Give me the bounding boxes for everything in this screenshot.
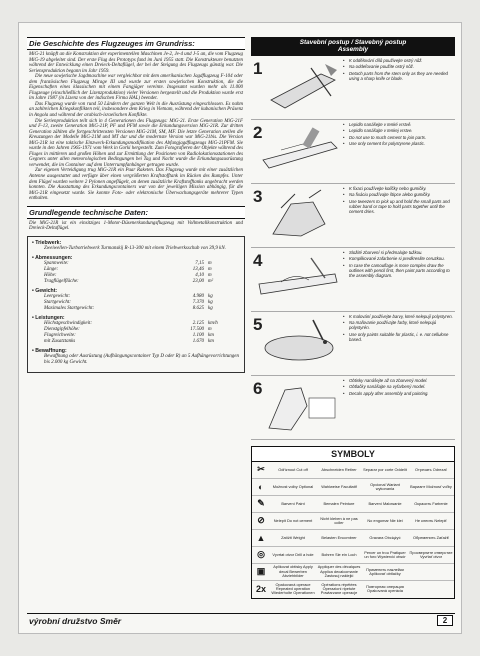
- spec-title: • Leistungen:: [32, 314, 65, 321]
- step-drawing: [251, 248, 343, 310]
- step-note-text: In case the camouflage is more complex draw the outlines with pencil first, then paint parts according to the assembly diagram.: [349, 262, 450, 278]
- symbol-label: Vyvrtat otvor Drill a hole: [272, 551, 314, 557]
- symbol-label: Odříznout Cut off: [278, 466, 308, 472]
- step-number: 6: [253, 378, 263, 398]
- bullet-icon: •: [343, 256, 345, 262]
- symbol-label: Bohren Sie ein Loch: [321, 551, 357, 557]
- symbol-label: Barvení Malowanie: [368, 500, 402, 506]
- step-note-text: K fixaci používejte kolíčky nebo gumičky.: [349, 185, 427, 191]
- symbols-table: [251, 446, 455, 599]
- assembly-heading-line1: Stavební postup / Stavebný postup: [299, 39, 407, 46]
- spec-row: [32, 306, 240, 312]
- step-number: 1: [253, 58, 263, 78]
- symbol-label: Aplikovat obtisky Apply decal Bewerben Abziehbilder: [273, 564, 313, 578]
- assembly-steps: [251, 56, 455, 440]
- symbol-row: [252, 530, 454, 547]
- step-note-text: Na oddeľovanie použite ostrý nôž.: [349, 64, 414, 70]
- symbol-label: Nicht kleben à ne pas coller: [320, 515, 358, 525]
- step-number: 5: [253, 314, 263, 334]
- spec-title: • Gewicht:: [32, 287, 58, 294]
- technical-heading: Grundlegende technische Daten:: [27, 206, 245, 219]
- symbol-label: Barvení Paint: [281, 500, 305, 506]
- step-note: [343, 199, 455, 214]
- symbol-label: Применить наклейки Aplikovať obtlačky: [366, 566, 404, 576]
- step-notes: [343, 56, 455, 119]
- decal-icon: ▣: [256, 566, 266, 577]
- technical-paragraph: Die MiG-21R ist ein einsitziges 1-Motor-Düsenerkundungsflugzeug mit Vollmetallkonstruktion und Dreieck-Deltaflügel.: [29, 220, 243, 232]
- history-paragraph: Die neue sowjetische Jagdmaschine war vergleichbar mit dem amerikanischen Jagdflugzeug F-104 oder dem französischen Flugzeug Mirage III und wurde zur ersten sowjetischen Konstruktion, die die Eigenschaften eines klassischen mit einem Fangjäger vereinte. Insgesamt wurden mehr als 11.000 Flugzeuge (einschließlich der Lizenzproduktion) vieler Versionen hergestellt und die Produktion wurde erst im Jahre 1987 (in Lizenz von der indischen Firma HAL) beendet.: [29, 74, 243, 102]
- symbol-label: Opcional Wariant wykonania: [370, 481, 400, 491]
- symbol-translations: [270, 462, 454, 478]
- symbol-label: [408, 571, 454, 573]
- symbol-label: Bemalen Peinture: [323, 500, 355, 506]
- bullet-icon: •: [343, 390, 345, 396]
- step-number: 3: [253, 186, 263, 206]
- symbol-row: [252, 513, 454, 530]
- step-note-text: Detach parts from the stem only as they are needed using a sharp knife or blade.: [349, 70, 448, 81]
- step-illustration: [251, 56, 343, 118]
- step-note: [343, 391, 455, 396]
- page-footer: [27, 613, 455, 627]
- spec-value: 7.370: [192, 299, 204, 305]
- bullet-icon: •: [343, 377, 345, 383]
- symbol-label: Belasten Encombrer: [321, 534, 357, 540]
- bullet-icon: •: [343, 249, 345, 255]
- bullet-icon: •: [343, 64, 345, 70]
- step-note-text: Komplikované zafarbenie si predkreslite ceruzkou.: [349, 256, 445, 262]
- symbol-row: [252, 462, 454, 479]
- step-note-text: K oddělování dílů použivejte ostrý nůž.: [349, 57, 423, 63]
- assembly-step: [251, 56, 455, 120]
- bullet-icon: •: [343, 262, 345, 268]
- step-number: 2: [253, 122, 263, 142]
- symbol-label: Gravara Obciążyć: [369, 534, 401, 540]
- step-note: [343, 250, 455, 255]
- symbol-label: No engomar Nie klei: [367, 517, 403, 523]
- symbol-translations: [270, 496, 454, 512]
- symbol-label: Zatížit Weight: [281, 534, 305, 540]
- right-column: [251, 37, 455, 617]
- step-note-text: Use only cement for polystyrene plastic.: [349, 141, 425, 147]
- spec-value: 13,46: [192, 266, 204, 272]
- step-note: [343, 71, 455, 81]
- symbol-label: Wahlweise Facultatif: [321, 483, 357, 489]
- assembly-step: [251, 184, 455, 248]
- step-notes: [343, 312, 455, 375]
- bullet-icon: •: [343, 121, 345, 127]
- step-drawing: [251, 184, 343, 246]
- step-note-text: Složité zbarvení si předmalujte tužkou.: [349, 249, 423, 255]
- symbol-row: [252, 564, 454, 581]
- spec-value: 7,15: [195, 260, 204, 266]
- step-note-text: Na maľovanie používajte farby, ktoré nelepujú polystyrén.: [349, 320, 437, 331]
- step-note: [343, 135, 455, 140]
- spec-group: [32, 255, 240, 285]
- bullet-icon: •: [343, 185, 345, 191]
- assembly-step: [251, 248, 455, 312]
- spec-unit: m: [208, 326, 212, 332]
- spec-unit: m: [208, 266, 212, 272]
- step-note: [343, 256, 455, 261]
- spec-unit: m²: [208, 278, 214, 284]
- step-illustration: [251, 312, 343, 374]
- bullet-icon: •: [343, 57, 345, 63]
- symbol-label: Отрезать Odrezať: [414, 466, 448, 472]
- symbol-row: [252, 479, 454, 496]
- symbol-label: Opakovaná operace Repeated operation Wiederholte Operationen: [271, 581, 315, 596]
- spec-label: Dienstgipfelhöhe:: [44, 326, 80, 332]
- spec-description: Bewaffnung oder Ausrüstung (Aufhängungscontainer Typ D oder R) an 5 Aufhängevorrichtungen bis 2.000 kg Gewicht.: [44, 353, 239, 365]
- step-note: [343, 378, 455, 383]
- bullet-icon: •: [343, 134, 345, 140]
- symbols-rows: [252, 462, 454, 598]
- spec-label: Startgewicht:: [44, 299, 71, 305]
- step-illustration: [251, 376, 343, 438]
- step-note-text: Obtisky nanášejte až na zbarvený model.: [349, 377, 428, 383]
- bullet-icon: •: [343, 198, 345, 204]
- step-note: [343, 314, 455, 319]
- spec-label: Länge:: [44, 266, 59, 272]
- step-note: [343, 128, 455, 133]
- spec-label: Maximales Startgewicht:: [44, 305, 95, 311]
- spec-label: mit Zusatztanks: [44, 338, 76, 344]
- weight-icon: ▲: [256, 532, 266, 543]
- spec-row: [32, 279, 240, 285]
- step-note-text: Obtlačky nanášajte na vyfarbený model.: [349, 384, 426, 390]
- spec-unit: km: [208, 338, 214, 344]
- bullet-icon: •: [343, 320, 345, 326]
- symbol-label: Повторная операция Opakovaná operácia: [366, 584, 404, 594]
- instruction-page: [18, 22, 462, 634]
- bullet-icon: •: [343, 384, 345, 390]
- symbol-label: Percer un trou Pratiquer un foro Wywiercić otwór: [364, 549, 406, 559]
- spec-value: 1.100: [192, 332, 204, 338]
- spec-unit: m: [208, 260, 212, 266]
- step-note-text: Do not use to much cement to join parts.: [349, 134, 427, 140]
- step-note: [343, 263, 455, 278]
- spec-title: • Bewaffnung:: [32, 347, 67, 354]
- spec-title: • Triebwerk:: [32, 239, 62, 246]
- spec-value: 4.980: [192, 293, 204, 299]
- step-notes: [343, 376, 455, 439]
- cut-icon: ✂: [257, 464, 265, 475]
- step-note: [343, 64, 455, 69]
- symbol-label: Možnost volby Optional: [272, 483, 314, 489]
- spec-value: 17.500: [190, 326, 204, 332]
- symbol-translations: [270, 513, 454, 529]
- spec-label: Leergewicht:: [44, 293, 71, 299]
- symbol-label: Abschneiden Retirer: [321, 466, 357, 472]
- optional-icon: ◐: [258, 481, 264, 492]
- assembly-step: [251, 312, 455, 376]
- history-paragraph: Zur eigenen Verteidigung trug MiG-21R ein Paar Raketen. Das Flugzeug wurde mit einer zusätzlichen Antenne ausgestattet und verfügte über einen vergrößerten Kraftstofftank im Rücken des Rumpfes. Unter dem Flügel wurden weitere 2 Pylonen angeflügelt, an denen zusätzliche Kraftstofftanks angebracht werden konnten. Die Ausstattung des Erkundungscontainers war von der jeweiligen Mission abhängig, für die MiG-21R eingesetzt wurde. Sie konnte Foto- oder elektronische Überwachungsgeräte mehrerer Typen enthalten.: [29, 168, 243, 202]
- assembly-step: [251, 376, 455, 440]
- spec-label: Flugreichweite:: [44, 332, 76, 338]
- step-note-text: Lepidlo nanášejte v tenké vrstvě.: [349, 121, 412, 127]
- step-illustration: [251, 120, 343, 182]
- spec-description: Zweiwellen-Turbotriebwerk Turmanskij R-13-300 mit einem Triebwerksschub von 39,9 kN.: [44, 245, 226, 251]
- step-notes: [343, 120, 455, 183]
- spec-value: 4,10: [195, 272, 204, 278]
- spec-group: [32, 315, 240, 345]
- step-notes: [343, 248, 455, 311]
- step-note: [343, 192, 455, 197]
- step-note-text: Na fixáciu používajte štipce alebo gumičky.: [349, 192, 431, 198]
- history-paragraph: Die Serienproduktion teilt sich in 4 Generationen des Flugzeugs: MiG-21. Erste Generation MiG-21F und F-13, zweite Generation MiG-21P, PF und PFM sowie die Erkundungsversion MiG-21R. Zur dritten Generation zählten die fortgeschrittensten Versionen MiG-21M, SM, MF. Die letzte Generation stellen die Kreuzungen der Modelle MiG-21M und MT dar und die modernste Version war MiG-21bis. Die Version MiG-21R ist eine taktische Einzweck-Erkundungsmodifikation des Abfangjagdflugzeugs MiG-21PFM. Sie wurde in den Jahren 1965-1971 vom Werk in Gorki hergestellt. Zum Fotografieren der Objekte während des Fluges in mittleren und großen Höhen und zur Ermittlung der Positionen von Radiolokationsstationen des Gegners unter allen meteorologischen Bedingungen bei Tag und Nacht wurde die Erkundungsausrüstung verwendet, die im Container auf dem Unterrumpfanhänger getragen wurde.: [29, 118, 243, 168]
- symbols-title: SYMBOLY: [252, 447, 454, 462]
- spec-label: Höhe:: [44, 272, 57, 278]
- symbol-label: Окрасить Farbenie: [414, 500, 448, 506]
- spec-label: Spannweite:: [44, 260, 69, 266]
- step-drawing: [251, 312, 343, 374]
- symbol-row: [252, 496, 454, 513]
- spec-unit: kg: [208, 299, 213, 305]
- publisher-brand: výrobní družstvo Směr: [29, 616, 122, 626]
- step-drawing: [251, 120, 343, 182]
- symbol-translations: [270, 479, 454, 495]
- bullet-icon: •: [343, 192, 345, 198]
- step-note-text: Decals apply after assembly and painting.: [349, 390, 429, 396]
- spec-unit: km: [208, 332, 214, 338]
- step-note-text: Lepidlo nanášajte v tenkej vrstve.: [349, 128, 413, 134]
- step-note: [343, 141, 455, 146]
- assembly-step: [251, 120, 455, 184]
- step-note-text: K malování používejte barvy, které nelepují polystyren.: [349, 313, 453, 319]
- specs-box: [27, 236, 245, 373]
- spec-group: [32, 240, 240, 252]
- step-drawing: [251, 56, 343, 118]
- step-notes: [343, 184, 455, 247]
- history-text: [27, 50, 245, 202]
- symbol-label: Nelepit Do not cement: [273, 517, 313, 523]
- technical-text: [27, 219, 245, 232]
- history-paragraph: MiG-21 knüpft an die Konstruktion der experimentellen Maschinen Je-2, Je-4 und J-5 an, die vom Flugzeug MiG-19 abgeleitet sind. Der erste Flug des Prototyps fand im Juni 1955 statt. Die Konstrukteure benutzten während der Entwicklung einen Dreieck-Deltaflügel, der bei der Steigung des Flugzeugs günstig war. Die Seriensproduktion begann im Jahr 1959.: [29, 52, 243, 74]
- spec-value: 23,00: [192, 278, 204, 284]
- symbol-label: Opérations répétées Operazioni ripetute Powtarzane operacje: [320, 581, 358, 596]
- bullet-icon: •: [343, 70, 345, 76]
- spec-group: [32, 288, 240, 312]
- spec-unit: m: [208, 272, 212, 278]
- spec-title: • Abmessungen:: [32, 254, 73, 261]
- spec-unit: km/h: [208, 320, 218, 326]
- step-note: [343, 58, 455, 63]
- spec-group: [32, 348, 240, 366]
- symbol-row: [252, 547, 454, 564]
- bullet-icon: •: [343, 313, 345, 319]
- step-note: [343, 332, 455, 342]
- left-column: [27, 37, 245, 617]
- step-illustration: [251, 248, 343, 310]
- spec-label: Tragflügelfläche:: [44, 278, 79, 284]
- symbol-label: [408, 588, 454, 590]
- page-number: 2: [437, 615, 453, 626]
- spec-row: [32, 339, 240, 345]
- step-note: [343, 320, 455, 330]
- spec-value: 8.625: [192, 305, 204, 311]
- symbol-label: Appliquer des décalques Applica decalcomanie Zastosuj naklejki: [317, 564, 361, 578]
- symbol-translations: [270, 547, 454, 563]
- symbol-translations: [270, 564, 454, 580]
- repeat-icon: 2x: [255, 584, 266, 595]
- spec-value: 1.670: [192, 338, 204, 344]
- paint-icon: ✎: [257, 498, 265, 509]
- step-note-text: Use only paints suitable for plastic, i. e. not cellulose based.: [349, 331, 449, 342]
- spec-label: Höchstgeschwindigkeit:: [44, 320, 93, 326]
- step-note: [343, 186, 455, 191]
- step-drawing: [251, 376, 343, 438]
- spec-unit: kg: [208, 293, 213, 299]
- symbol-label: Вариант Možnosť voľby: [410, 483, 452, 489]
- symbol-label: Separar por corte Oddelit: [363, 466, 407, 472]
- step-note: [343, 122, 455, 127]
- symbol-translations: [270, 581, 454, 598]
- bullet-icon: •: [343, 141, 345, 147]
- symbol-label: Обременить Zaťažiť: [412, 534, 450, 540]
- assembly-heading: [251, 37, 455, 56]
- step-illustration: [251, 184, 343, 246]
- symbol-label: Не клеить Nelepiť: [415, 517, 447, 523]
- history-paragraph: Das Flugzeug wurde von rund 50 Ländern der ganzen Welt in die Ausrüstung eingeschlossen. Es nahm an zahlreichen Kriegskonflikten teil, insbesondere dem Krieg in Vietnam, während der kubanischen Präsenz in Angola und während der arabisch-israelischen Konflikte.: [29, 101, 243, 119]
- assembly-heading-line2: Assembly: [337, 46, 369, 54]
- step-note: [343, 384, 455, 389]
- symbol-translations: [270, 530, 454, 546]
- step-note-text: Use tweezers to pick up and hold the small parts and rubber band or tape to hold parts together until the cement dries.: [349, 198, 450, 214]
- symbol-row: [252, 581, 454, 598]
- spec-unit: kg: [208, 305, 213, 311]
- bullet-icon: •: [343, 331, 345, 337]
- bullet-icon: •: [343, 128, 345, 134]
- symbol-label: Просверлите отверстие Vyvŕtať otvor: [409, 549, 453, 559]
- history-heading: Die Geschichte des Flugzeuges im Grundriss:: [27, 37, 245, 50]
- drill-icon: ◎: [257, 549, 265, 560]
- no-cement-icon: ⊘: [257, 515, 265, 526]
- step-number: 4: [253, 250, 263, 270]
- spec-value: 2.125: [192, 320, 204, 326]
